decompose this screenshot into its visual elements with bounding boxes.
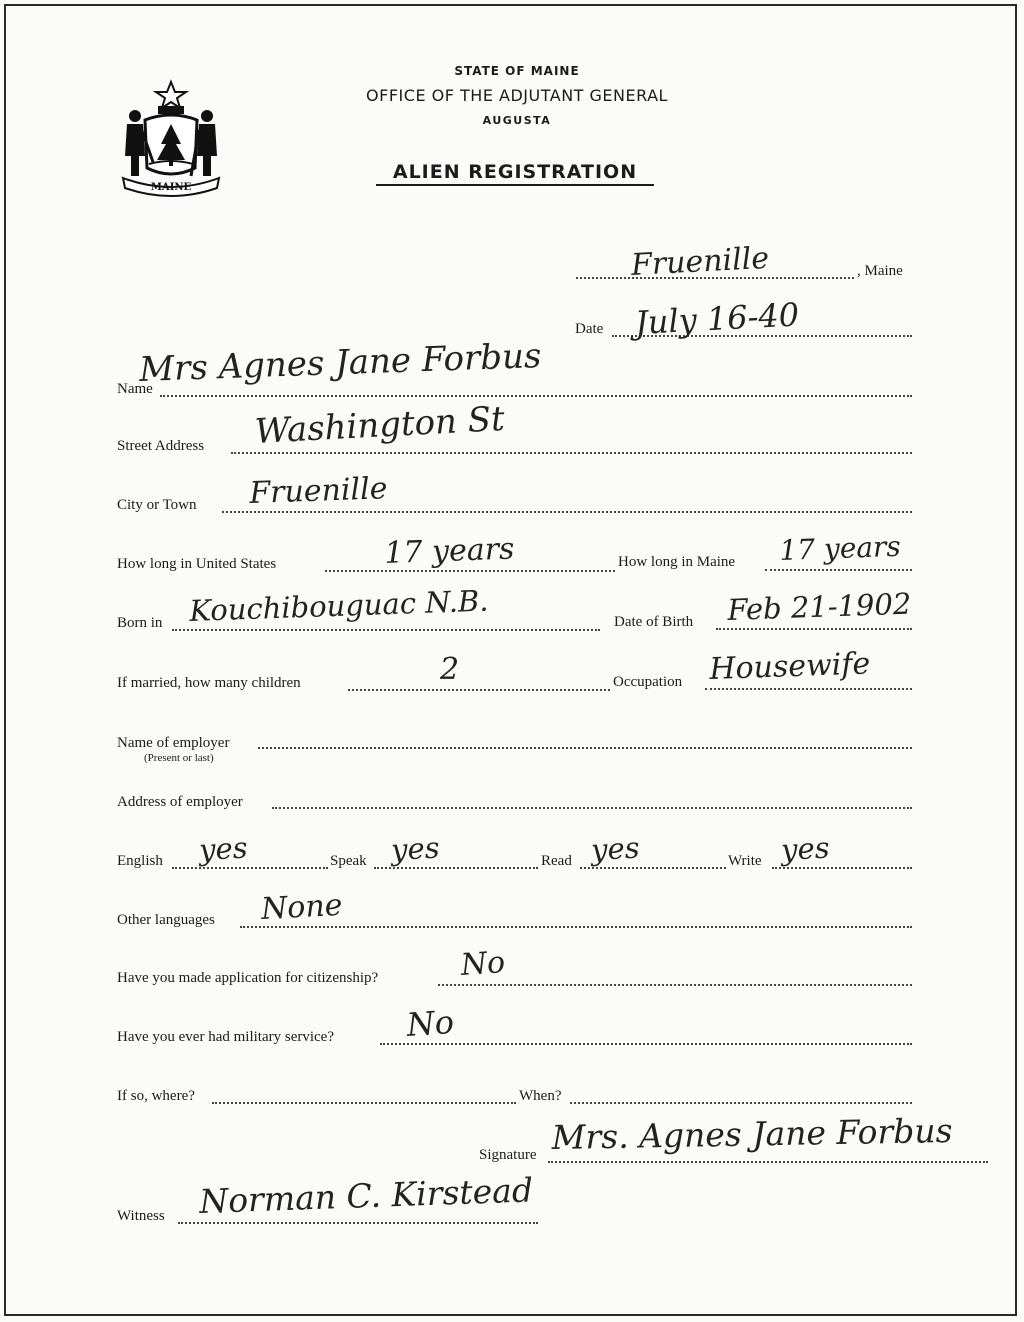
city-entry: Fruenille	[248, 471, 389, 511]
date-entry: July 16-40	[634, 295, 800, 342]
other-languages-line	[240, 926, 912, 928]
born-in-label: Born in	[117, 615, 163, 631]
employer-address-label: Address of employer	[117, 794, 243, 810]
svg-text:MAINE: MAINE	[150, 182, 192, 193]
how-long-maine-entry: 17 years	[778, 529, 902, 567]
english-label: English	[117, 853, 163, 869]
street-entry: Washington St	[253, 398, 506, 452]
speak-entry: yes	[390, 830, 441, 867]
english-line	[172, 867, 328, 869]
if-so-where-label: If so, where?	[117, 1088, 195, 1104]
english-entry: yes	[198, 830, 249, 867]
city-label: City or Town	[117, 497, 197, 513]
military-service-label: Have you ever had military service?	[117, 1029, 334, 1045]
how-long-us-line	[325, 570, 615, 572]
name-line	[160, 395, 912, 397]
children-entry: 2	[440, 652, 460, 687]
dob-entry: Feb 21-1902	[726, 586, 912, 627]
when-label: When?	[519, 1088, 562, 1104]
occupation-line	[705, 688, 912, 690]
speak-line	[374, 867, 538, 869]
date-of-birth-label: Date of Birth	[614, 614, 694, 630]
read-entry: yes	[590, 830, 641, 867]
town-suffix-label: , Maine	[857, 263, 903, 279]
signature-entry: Mrs. Agnes Jane Forbus	[551, 1111, 953, 1157]
employer-address-line	[272, 807, 912, 809]
read-label: Read	[541, 853, 572, 869]
read-line	[580, 867, 726, 869]
how-long-us-entry: 17 years	[383, 531, 515, 571]
write-line	[772, 867, 912, 869]
employer-label: Name of employer	[117, 735, 230, 751]
born-in-line	[172, 629, 600, 631]
when-line	[570, 1102, 912, 1104]
name-entry: Mrs Agnes Jane Forbus	[138, 335, 542, 390]
write-entry: yes	[780, 830, 831, 867]
write-label: Write	[728, 853, 762, 869]
header-city: AUGUSTA	[482, 114, 552, 127]
employer-line	[258, 747, 912, 749]
how-long-maine-label: How long in Maine	[618, 554, 736, 570]
form-title: ALIEN REGISTRATION	[376, 161, 654, 186]
city-line	[222, 511, 912, 513]
signature-label: Signature	[479, 1147, 537, 1163]
date-label: Date	[575, 321, 604, 337]
speak-label: Speak	[330, 853, 367, 869]
where-line	[212, 1102, 516, 1104]
town-entry: Fruenille	[630, 240, 770, 283]
witness-label: Witness	[117, 1208, 165, 1224]
header-office: OFFICE OF THE ADJUTANT GENERAL	[366, 86, 668, 105]
witness-entry: Norman C. Kirstead	[198, 1170, 534, 1221]
other-languages-label: Other languages	[117, 912, 215, 928]
how-long-maine-line	[765, 569, 912, 571]
street-line	[231, 452, 912, 454]
signature-line	[548, 1161, 988, 1163]
name-label: Name	[117, 381, 153, 397]
occupation-label: Occupation	[613, 674, 683, 690]
employer-sublabel: (Present or last)	[144, 752, 214, 764]
other-languages-entry: None	[260, 887, 344, 927]
military-entry: No	[405, 1002, 456, 1044]
witness-line	[178, 1222, 538, 1224]
children-line	[348, 689, 610, 691]
citizenship-label: Have you made application for citizenship?	[117, 970, 379, 986]
born-in-entry: Kouchibouguac N.B.	[188, 583, 490, 628]
street-address-label: Street Address	[117, 438, 205, 454]
citizenship-entry: No	[459, 944, 507, 983]
citizenship-line	[438, 984, 912, 986]
occupation-entry: Housewife	[708, 646, 871, 687]
children-label: If married, how many children	[117, 675, 301, 691]
maine-seal-icon	[113, 76, 229, 198]
how-long-us-label: How long in United States	[117, 556, 277, 572]
military-line	[380, 1043, 912, 1045]
header-state: STATE OF MAINE	[454, 64, 580, 78]
dob-line	[716, 628, 912, 630]
